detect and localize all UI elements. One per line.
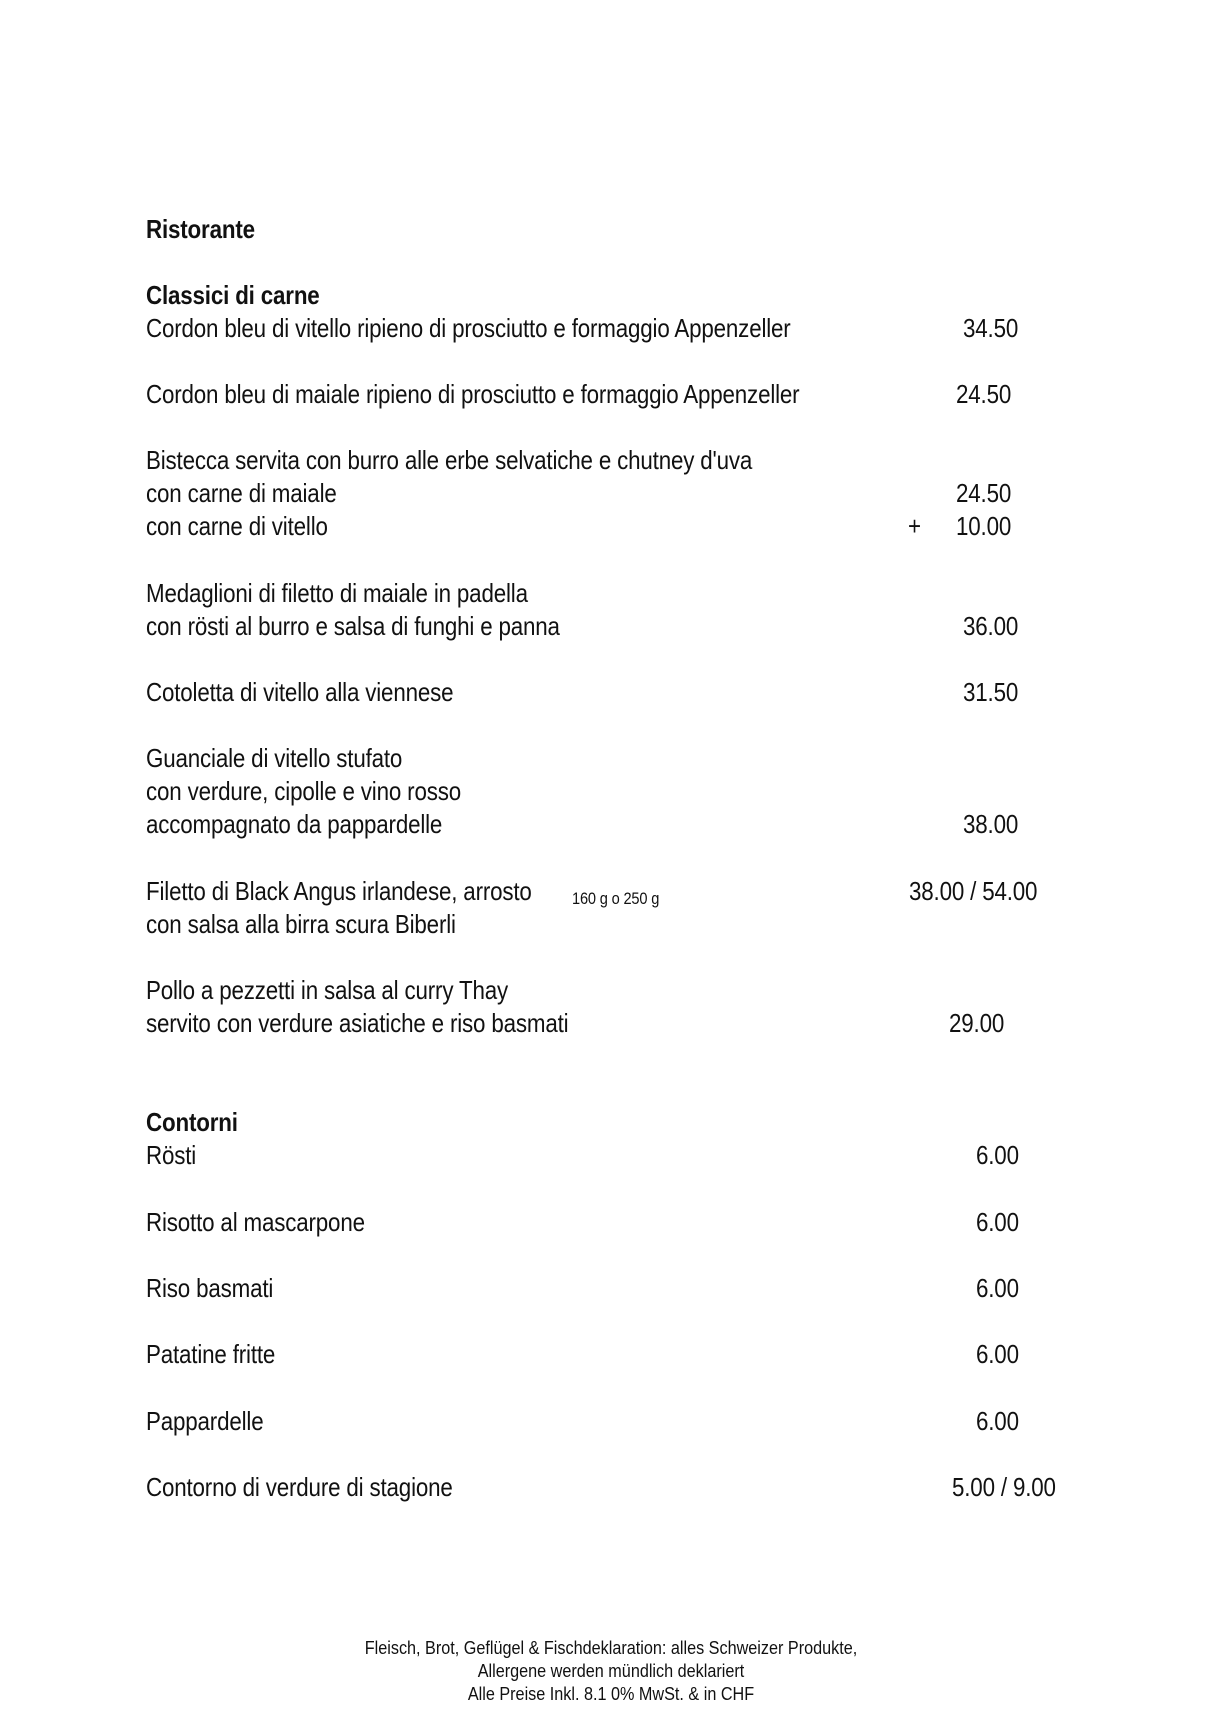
side-name: Pappardelle: [146, 1406, 264, 1436]
side-name: Rösti: [146, 1140, 197, 1170]
dish-name: Guanciale di vitello stufato: [146, 743, 403, 773]
side-price: 6.00: [976, 1339, 1019, 1369]
dish-name: Bistecca servita con burro alle erbe selvatiche e chutney d'uva: [146, 445, 753, 475]
dish-name: Pollo a pezzetti in salsa al curry Thay: [146, 975, 508, 1005]
dish-price: 38.00 / 54.00: [909, 876, 1038, 906]
side-price: 6.00: [976, 1273, 1019, 1303]
side-name: Risotto al mascarpone: [146, 1207, 365, 1237]
dish-price: 34.50: [963, 313, 1019, 343]
dish-description: con verdure, cipolle e vino rosso: [146, 776, 461, 806]
side-name: Riso basmati: [146, 1273, 274, 1303]
dish-description: con rösti al burro e salsa di funghi e panna: [146, 611, 560, 641]
dish-name: Cordon bleu di maiale ripieno di prosciutto e formaggio Appenzeller: [146, 379, 800, 409]
dish-price: 31.50: [963, 677, 1019, 707]
footer-price-note: Alle Preise Inkl. 8.1 0% MwSt. & in CHF: [467, 1684, 755, 1704]
dish-name: Cordon bleu di vitello ripieno di prosciutto e formaggio Appenzeller: [146, 313, 791, 343]
dish-name: Medaglioni di filetto di maiale in padella: [146, 578, 528, 608]
weight-note: 160 g o 250 g: [572, 889, 660, 908]
surcharge-sign: +: [908, 511, 921, 541]
footer-origin-note: Fleisch, Brot, Geflügel & Fischdeklaration: alles Schweizer Produkte,: [364, 1638, 858, 1658]
section-heading-contorni: Contorni: [146, 1107, 238, 1137]
dish-price: 36.00: [963, 611, 1019, 641]
dish-variant: con carne di vitello: [146, 511, 328, 541]
dish-description: accompagnato da pappardelle: [146, 809, 443, 839]
dish-description: servito con verdure asiatiche e riso basmati: [146, 1008, 569, 1038]
section-heading-classici: Classici di carne: [146, 280, 320, 310]
dish-name: Filetto di Black Angus irlandese, arrosto: [146, 876, 532, 906]
dish-description: con salsa alla birra scura Biberli: [146, 909, 456, 939]
dish-surcharge: 10.00: [956, 511, 1012, 541]
dish-name: Cotoletta di vitello alla viennese: [146, 677, 454, 707]
dish-price: 29.00: [949, 1008, 1005, 1038]
side-name: Patatine fritte: [146, 1339, 276, 1369]
page-title: Ristorante: [146, 214, 255, 244]
side-name: Contorno di verdure di stagione: [146, 1472, 453, 1502]
side-price: 6.00: [976, 1140, 1019, 1170]
side-price: 6.00: [976, 1406, 1019, 1436]
dish-price: 24.50: [956, 478, 1012, 508]
side-price: 6.00: [976, 1207, 1019, 1237]
footer-allergen-note: Allergene werden mündlich deklariert: [477, 1661, 745, 1681]
dish-price: 24.50: [956, 379, 1012, 409]
dish-price: 38.00: [963, 809, 1019, 839]
dish-variant: con carne di maiale: [146, 478, 337, 508]
side-price: 5.00 / 9.00: [952, 1472, 1056, 1502]
